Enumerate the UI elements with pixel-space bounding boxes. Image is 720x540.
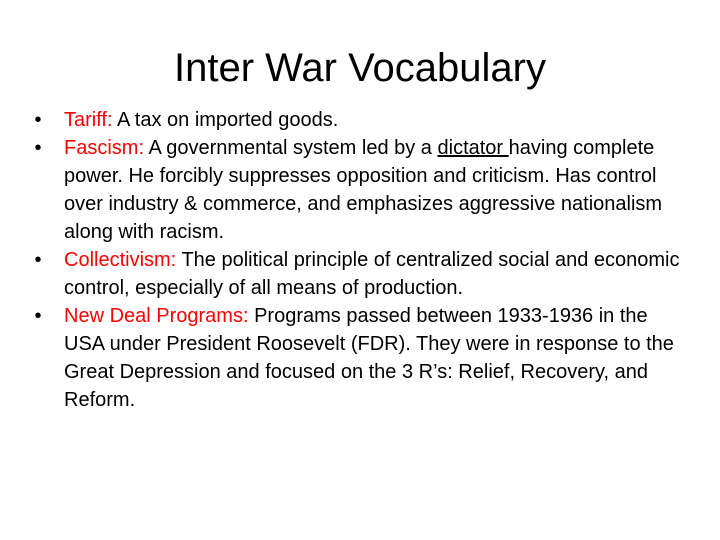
list-item-collectivism <box>28 246 688 302</box>
list-item-new-deal-programs <box>28 302 688 414</box>
definition-fascism-end: having complete power. He forcibly suppresses opposition and criticism. Has control over industry & commerce, and emphasizes aggressive nationalism along with racism. <box>64 137 663 243</box>
bullet-icon: • <box>34 137 42 159</box>
definition-fascism-underlined-word: dictator <box>437 137 509 159</box>
definition-tariff: A tax on imported goods. <box>112 109 339 131</box>
list-item-fascism <box>28 134 688 246</box>
term-fascism: Fascism: <box>64 137 144 159</box>
slide-title: Inter War Vocabulary <box>173 46 546 90</box>
definition-fascism-start: A governmental system led by a <box>144 137 438 159</box>
vocabulary-list <box>28 106 688 414</box>
definition-new-deal-programs: Programs passed between 1933-1936 in the USA under President Roosevelt (FDR). They were in response to the Great Depression and focused on the 3 R’s: Relief, Recovery, and Reform. <box>64 305 674 411</box>
bullet-icon: • <box>34 305 42 327</box>
list-item-tariff <box>28 106 688 134</box>
term-new-deal-programs: New Deal Programs: <box>64 305 249 327</box>
definition-collectivism: The political principle of centralized social and economic control, especially of all means of production. <box>64 249 680 299</box>
term-tariff: Tariff: <box>64 109 113 131</box>
term-collectivism: Collectivism: <box>64 249 177 271</box>
bullet-icon: • <box>34 249 42 271</box>
bullet-icon: • <box>34 109 42 131</box>
